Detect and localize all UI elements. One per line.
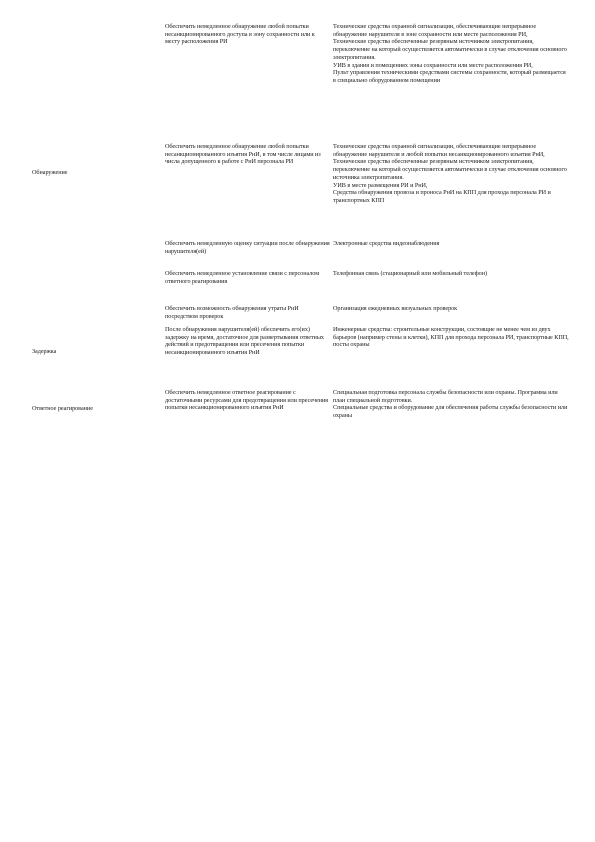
function-cell: Обнаружение	[32, 169, 68, 176]
measure-cell: Технические средства охранной сигнализации, обеспечивающие непрерывное обнаружение нарушителя и любой попытки несанкционированного изъятия РнИ, Технические средства обеспеченные резервным источником электропитания, переключение на который осуществляется автоматически в случае отключения основного источника электропитания. УИВ в месте размещения РИ и РнИ, Средства обнаружения провоза и проноса РнИ на КПП для прохода персонала РИ и транспортных КПП	[333, 143, 567, 204]
task-cell: Обеспечить возможность обнаружения утраты РнИ посредством проверок	[165, 305, 299, 320]
measure-cell: Электронные средства видеонаблюдения	[333, 240, 440, 247]
measure-cell: Телефонная связь (стационарный или мобильный телефон)	[333, 270, 487, 277]
function-cell: Задержка	[32, 348, 57, 355]
task-cell: После обнаружения нарушителя(ей) обеспечить его(их) задержку на время, достаточное для развертывания ответных действий и предотвращения или пресечения попытки несанкционированного изъятия РнИ	[165, 326, 324, 357]
measure-cell: Технические средства охранной сигнализации, обеспечивающие непрерывное обнаружение нарушителя в зоне сохранности или месте расположения РИ, Технические средства обеспеченные резервным источником электропитания, переключение на который осуществляется автоматически в случае отключения основного электропитания. УИВ в здания и помещениях зоны сохранности или месте расположения РИ, Пульт управления техническими средствами системы сохранности, который размещается в специально оборудованном помещении	[333, 23, 567, 84]
task-cell: Обеспечить немедленное ответное реагирование с достаточными ресурсами для предотвращения или пресечения попытки несанкционированного изъятия РнИ	[165, 389, 328, 412]
measure-cell: Специальная подготовка персонала службы безопасности или охраны. Программа или план специальной подготовки. Специальные средства и оборудование для обеспечения работы службы безопасности или охраны	[333, 389, 568, 420]
task-cell: Обеспечить немедленное обнаружение любой попытки несанкционированного изъятия РнИ, в том числе лицами из числа допущенного к работе с РнИ персонала РИ	[165, 143, 321, 166]
function-cell: Ответное реагирование	[32, 405, 93, 412]
measure-cell: Организация ежедневных визуальных проверок	[333, 305, 458, 312]
task-cell: Обеспечить немедленную оценку ситуации после обнаружения нарушителя(ей)	[165, 240, 330, 255]
task-cell: Обеспечить немедленное обнаружение любой попытки несанкционированного доступа в зону сохранности или к месту расположения РИ	[165, 23, 315, 46]
measure-cell: Инженерные средства: строительные конструкции, состоящие не менее чем из двух барьеров (например стены и клетки), КПП для прохода персонала РИ, транспортные КПП, посты охраны	[333, 326, 569, 349]
task-cell: Обеспечить немедленное установление связи с персоналом ответного реагирования	[165, 270, 320, 285]
